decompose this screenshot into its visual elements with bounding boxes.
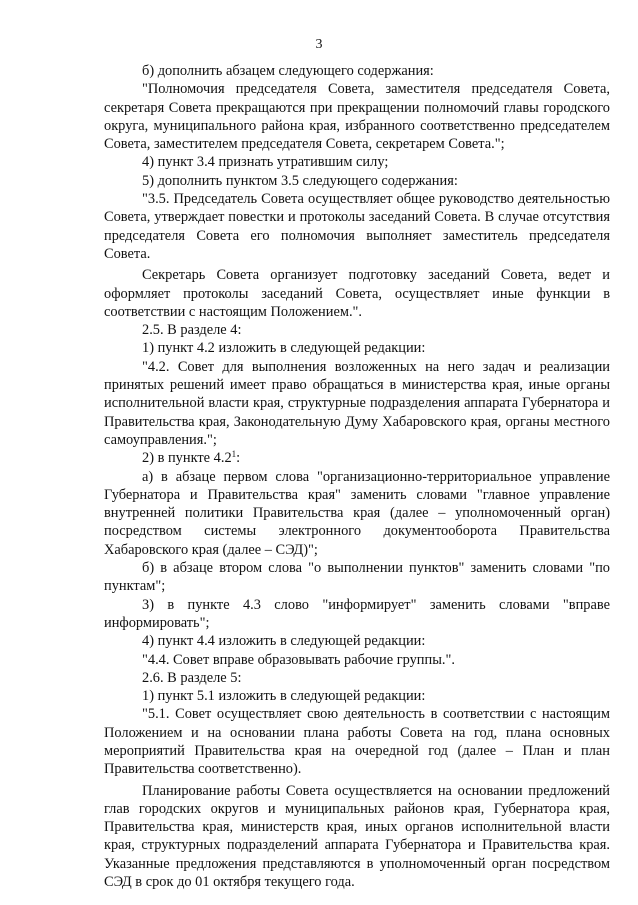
paragraph: 4) пункт 4.4 изложить в следующей редакции: [142,633,426,650]
paragraph: 5) дополнить пунктом 3.5 следующего содержания: [142,172,458,189]
document-body [104,62,610,891]
paragraph: 1) пункт 4.2 изложить в следующей редакции: [142,340,426,357]
paragraph: "4.2. Совет для выполнения возложенных на него задач и реализации принятых решений имеет право обращаться в министерства края, иные органы исполнительной власти края, структурные подразделения аппарата Губернатора и Правительства края, Законодательную Думу Хабаровского края, органы местного самоуправления."; [104,358,610,448]
paragraph: "Полномочия председателя Совета, заместителя председателя Совета, секретаря Совета прекращаются при прекращении полномочий главы городского округа, муниципального района края, избранного соответственно председателем Совета, заместителем председателя Совета, секретарем Совета."; [104,81,610,153]
paragraph: "4.4. Совет вправе образовывать рабочие группы.". [142,651,455,668]
paragraph: 3) в пункте 4.3 слово "информирует" заменить словами "вправе информировать"; [104,596,610,631]
paragraph: 4) пункт 3.4 признать утратившим силу; [142,154,389,171]
paragraph: а) в абзаце первом слова "организационно-территориальное управление Губернатора и Правительства края" заменить словами "главное управление внутренней политики Правительства края (далее – уполномоченный орган) посредством системы электронного документооборота Правительства Хабаровского края (далее – СЭД)"; [104,468,610,558]
paragraph: 2.6. В разделе 5: [142,669,242,686]
paragraph: б) в абзаце втором слова "о выполнении пунктов" заменить словами "по пунктам"; [104,560,610,595]
paragraph-text: 2) в пункте 4.2 [142,450,232,467]
paragraph: Секретарь Совета организует подготовку заседаний Совета, ведет и оформляет протоколы заседаний Совета, осуществляет иные функции в соответствии с настоящим Положением.". [104,267,610,320]
paragraph: "5.1. Совет осуществляет свою деятельность в соответствии с настоящим Положением и на основании плана работы Совета на год, плана основных мероприятий Правительства края на очередной год (далее – План и план Правительства соответственно). [104,706,610,778]
paragraph: б) дополнить абзацем следующего содержания: [142,63,434,79]
paragraph-with-superscript [104,449,610,467]
paragraph: 2.5. В разделе 4: [142,322,242,339]
paragraph-text-suffix: : [236,450,241,467]
paragraph: "3.5. Председатель Совета осуществляет общее руководство деятельностью Совета, утверждает повестки и протоколы заседаний Совета. В случае отсутствия председателя Совета его полномочия выполняет заместитель председателя Совета. [104,191,610,262]
paragraph: 1) пункт 5.1 изложить в следующей редакции: [142,688,426,705]
superscript: 1 [231,449,237,460]
paragraph: Планирование работы Совета осуществляется на основании предложений глав городских округов и муниципальных районов края, Губернатора края, Правительства края, министерств края, иных органов исполнительной власти края, структурных подразделений аппарата Губернатора и Правительства края. Указанные предложения представляются в уполномоченный орган посредством СЭД в срок до 01 октября текущего года. [104,782,610,891]
page-number: 3 [315,37,323,52]
